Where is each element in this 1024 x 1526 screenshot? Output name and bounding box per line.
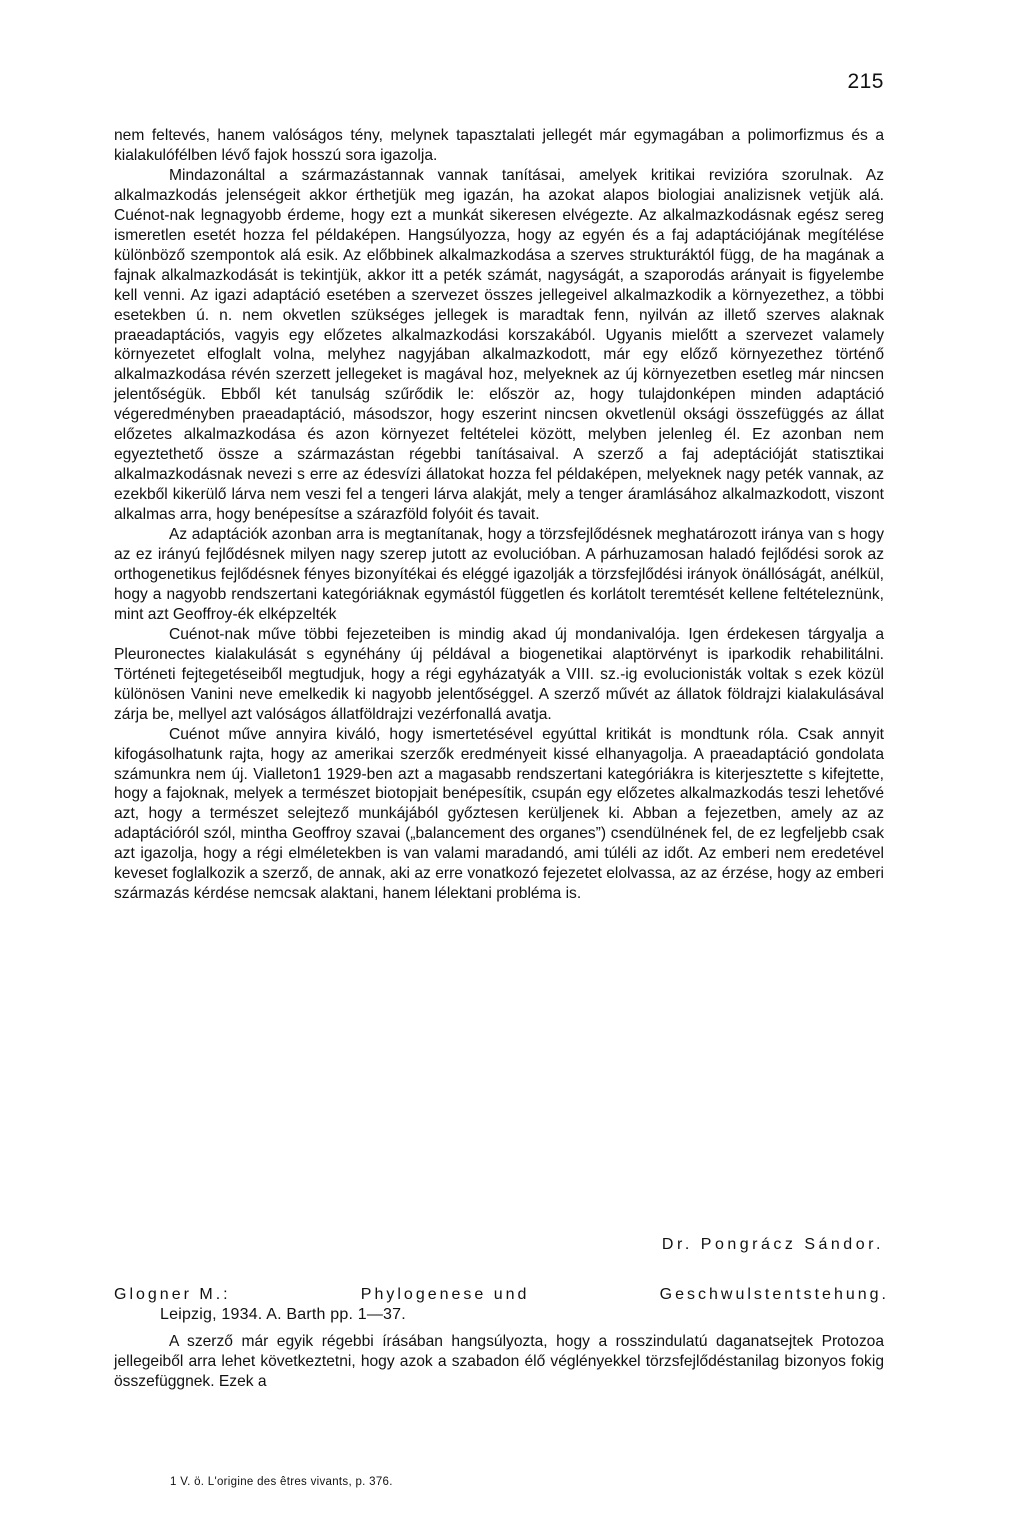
paragraph: Az adaptációk azonban arra is megtanítanak, hogy a törzsfejlődésnek meghatározott iránya van s hogy az ez irányú fejlődésnek milyen nagy szerep jutott az evolucióban. A párhuzamosan haladó fejlődési sorok az orthogenetikus fejlődésnek fényes bizonyítékai és eléggé igazolják a törzsfejlődési irányok önállóságát, anélkül, hogy a nagyobb rendszertani kategóriáknak egymástól független és korlátolt teremtését kellene feltételeznünk, mint azt Geoffroy-ék elképzelték [114,526,884,623]
footnote: 1 V. ö. L'origine des êtres vivants, p. 376. [170,1476,393,1488]
page-number: 215 [847,70,884,93]
review-body [114,1332,884,1392]
paragraph: A szerző már egyik régebbi írásában hangsúlyozta, hogy a rosszindulatú daganatsejtek Protozoa jellegeiből arra lehet következtetni, hogy azok a szabadon élő véglényekkel törzsfejlődéstanilag bizonyos fokig összefüggnek. Ezek a [114,1333,884,1390]
review-author: Glogner M.: [114,1286,231,1303]
paragraph: Mindazonáltal a származástannak vannak tanításai, amelyek kritikai revizióra szorulnak. Az alkalmazkodás jelenségeit akkor érthetjük meg igazán, ha azokat alapos biologiai analizisnek vetjük alá. Cuénot-nak legnagyobb érdeme, hogy ezt a munkát sikeresen elvégezte. Az alkalmazkodásnak egész sereg ismeretlen esetét hozza fel példaképen. Hangsúlyozza, hogy az egyén és a faj adaptációjának megítélése különböző szempontok alá esik. Az előbbinek alkalmazkodása a szerves strukturáktól függ, de ha magának a fajnak alkalmazkodását is tekintjük, akkor itt a peték számát, nagyságát, a szaporodás arányait is figyelembe kell venni. Az igazi adaptáció esetében a szervezet összes jellegeivel alkalmazkodik a környezethez, a többi esetekben ú. n. nem okvetlen szükséges jellegek is maradtak fenn, nyilván az illető szerves alaknak praeadaptációs, vagyis egy előzetes alkalmazkodási korszakából. Ugyanis mielőtt a szervezet valamely környezetet elfoglalt volna, melyhez nagyjában alkalmazkodott, már egy előző környezethez történő alkalmazkodása révén szerzett jellegeket is magával hoz, melyeknek az új környezetben esetleg már nincsen jelentőségük. Ebből két tanulság szűrődik le: először az, hogy tulajdonképen minden adaptáció végeredményben praeadaptáció, másodszor, hogy eszerint nincsen okvetlenül oksági összefüggés az állat előzetes alkalmazkodása és azon környezet feltételei között, melyben jelenleg él. Ez azonban nem egyeztethető össze a származástan régebbi tanításaival. A szerző a faj adeptációját statisztikai alkalmazkodásnak nevezi s erre az édesvízi állatokat hozza fel példaképen, melyeknek nagy peték vannak, az ezekből kikerülő lárva nem veszi fel a tengeri lárva alakját, mely a tenger áramlásához alkalmazkodott, viszont alkalmas arra, hogy benépesítse a szárazföld folyóit és tavait. [114,166,884,524]
review-title-part1: Phylogenese und [360,1286,530,1303]
review-publication: Leipzig, 1934. A. Barth pp. 1—37. [160,1306,406,1323]
author-signature: Dr. Pongrácz Sándor. [661,1236,884,1253]
paragraph: Cuénot műve annyira kiváló, hogy ismertetésével egyúttal kritikát is mondtunk róla. Csak annyit kifogásolhatunk rajta, hogy az amerikai szerzők eredményeit kissé elhanyagolja. A praeadaptáció gondolata számunkra nem új. Vialleton1 1929-ben azt a magasabb rendszertani kategóriákra is kiterjesztette s kifejtette, hogy a fajoknak, melyek a természet biotopjait benépesítik, csupán egy előzetes alkalmazkodás teszi lehetővé azt, hogy a természet selejtező munkájából győztesen kerüljenek ki. Abban a fejezetben, amely az az adaptációról szól, mintha Geoffroy szavai („balancement des organes”) csendülnének fel, de ez legfeljebb csak azt igazolja, hogy a régi elméletekben is van valami maradandó, ami túléli az időt. Az emberi nem eredetével keveset foglalkozik a szerző, de annak, aki az erre vonatkozó fejezetet elolvassa, az az érzése, hogy az emberi származás kérdése nemcsak alaktani, hanem lélektani probléma is. [114,725,884,903]
review-title-part2: Geschwulstentstehung. [659,1286,889,1303]
paragraph: nem feltevés, hanem valóságos tény, melynek tapasztalati jellegét már egymagában a polimorfizmus és a kialakulófélben lévő fajok hosszú sora igazolja. [114,127,884,164]
paragraph: Cuénot-nak műve többi fejezeteiben is mindig akad új mondanivalója. Igen érdekesen tárgyalja a Pleuronectes kialakulását s egynéhány új példával a biogenetikai alaptörvényt is iparkodik rehabilitálni. Történeti fejtegetéseiből megtudjuk, hogy a régi egyházatyák a VIII. sz.-ig evolucionisták voltak s ezek közül különösen Vanini neve emelkedik ki nagyobb jelentőséggel. A szerző művét az állatok földrajzi kialakulásával zárja be, mellyel azt valóságos állatföldrajzi vezérfonallá avatja. [114,625,884,723]
review-heading [114,1285,889,1325]
article-body [114,126,884,904]
